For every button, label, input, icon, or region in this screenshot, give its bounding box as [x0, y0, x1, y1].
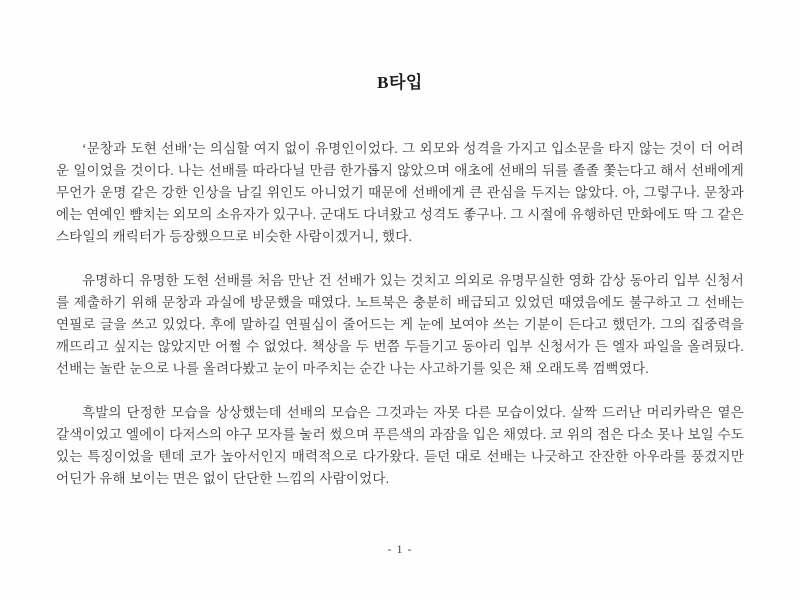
document-body — [0, 93, 800, 490]
paragraph-3: 흑발의 단정한 모습을 상상했는데 선배의 모습은 그것과는 자못 다른 모습이었다. 살짝 드러난 머리카락은 옅은 갈색이었고 엘에이 다저스의 야구 모자를 눌러 썼으며 푸른색의 과잠을 입은 채였다. 코 위의 점은 다소 못나 보일 수도 있는 특징이었을 텐데 코가 높아서인지 매력적으로 다가왔다. 듣던 대로 선배는 나긋하고 잔잔한 아우라를 풍겼지만 어딘가 유해 보이는 면은 없이 단단한 느낌의 사람이었다. — [56, 405, 744, 486]
page-number: - 1 - — [387, 542, 413, 556]
document-title: B타입 — [377, 73, 423, 92]
paragraph-1: ‘문창과 도현 선배’는 의심할 여지 없이 유명인이었다. 그 외모와 성격을 가지고 입소문을 타지 않는 것이 더 어려운 일이었을 것이다. 나는 선배를 따라다닐 만큼 한가롭지 않았으며 애초에 선배의 뒤를 졸졸 쫓는다고 해서 선배에게 무언가 운명 같은 강한 인상을 남길 위인도 아니었기 때문에 선배에게 큰 관심을 두지는 않았다. 아, 그렇구나. 문창과에는 연예인 뺨치는 외모의 소유자가 있구나. 군대도 다녀왔고 성격도 좋구나. 그 시절에 유행하던 만화에도 딱 그 같은 스타일의 캐릭터가 등장했으므로 비슷한 사람이겠거니, 했다. — [56, 141, 744, 244]
paragraph-2: 유명하디 유명한 도현 선배를 처음 만난 건 선배가 있는 것치고 의외로 유명무실한 영화 감상 동아리 입부 신청서를 제출하기 위해 문창과 과실에 방문했을 때였다. 노트북은 충분히 배급되고 있었던 때였음에도 불구하고 그 선배는 연필로 글을 쓰고 있었다. 후에 말하길 연필심이 줄어드는 게 눈에 보여야 쓰는 기분이 든다고 했던가. 그의 집중력을 깨뜨리고 싶지는 않았지만 어쩔 수 없었다. 책상을 두 번쯤 두들기고 동아리 입부 신청서가 든 엘자 파일을 올려뒀다. 선배는 놀란 눈으로 나를 올려다봤고 눈이 마주치는 순간 나는 사고하기를 잊은 채 오래도록 껌뻑였다. — [56, 273, 744, 376]
